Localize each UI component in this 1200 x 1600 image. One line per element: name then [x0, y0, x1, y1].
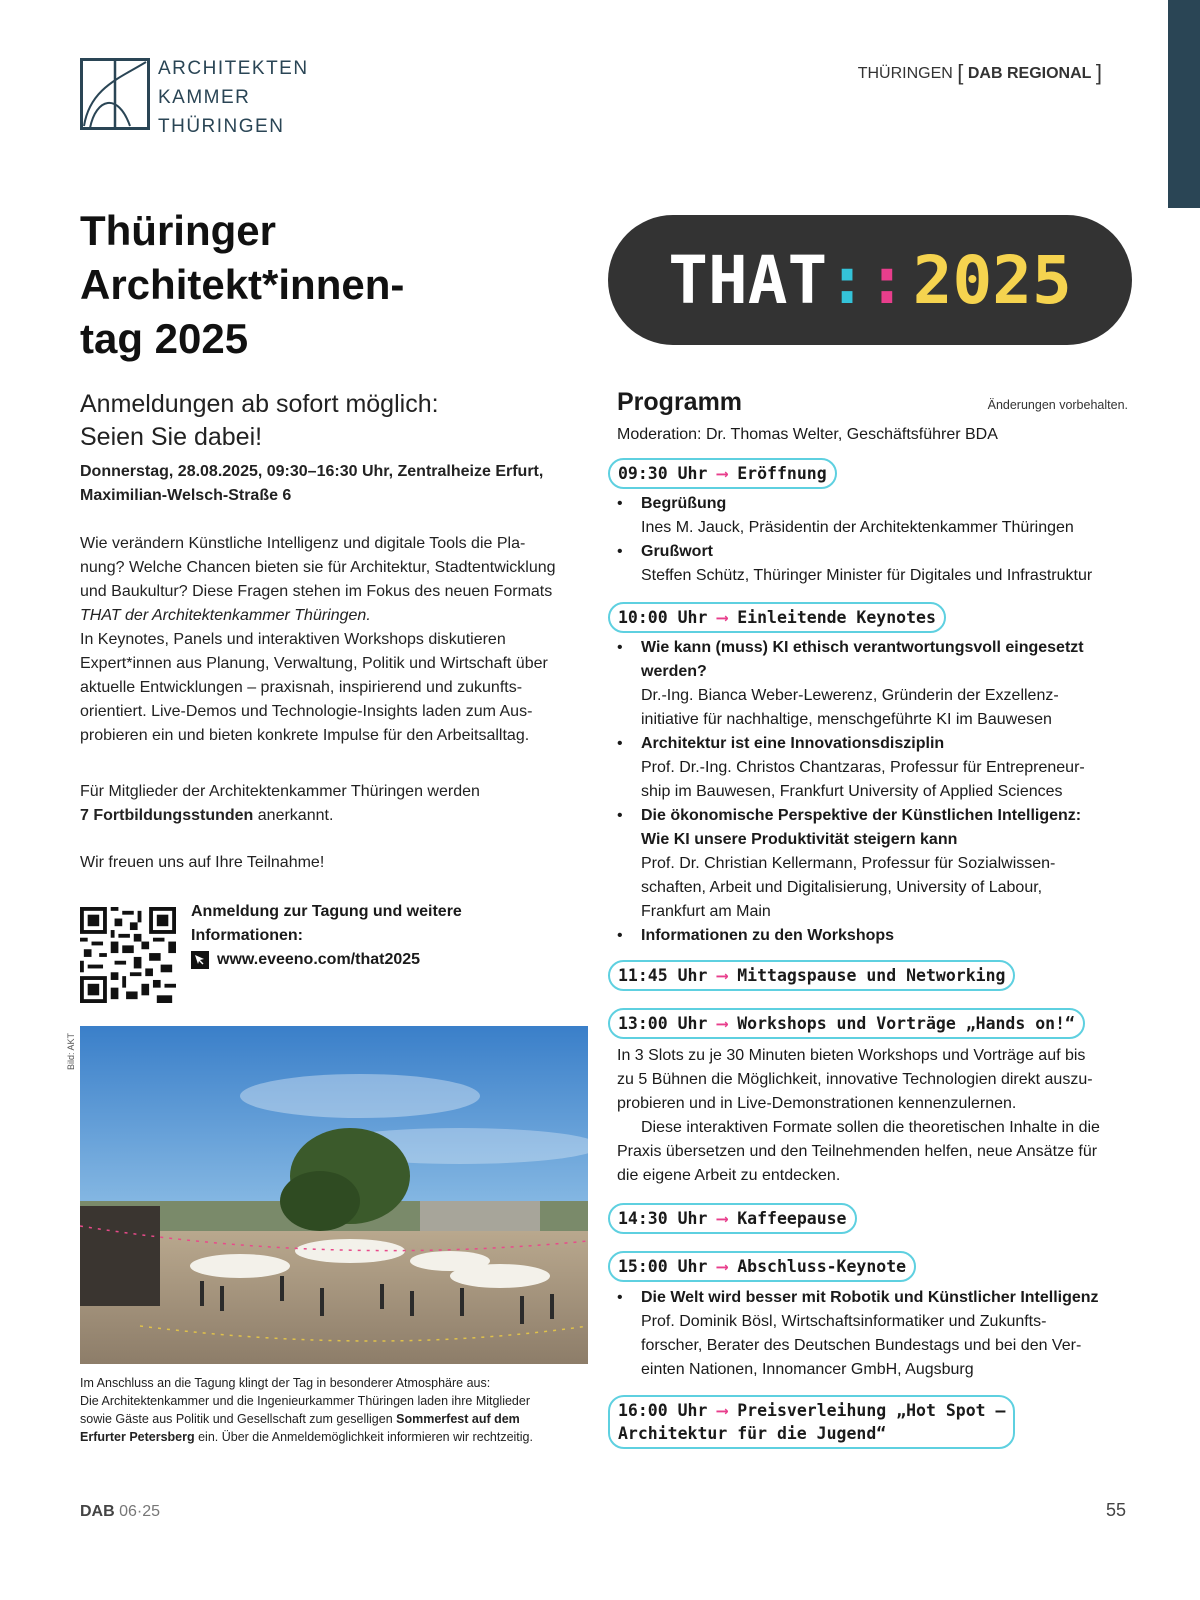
section-label: DAB REGIONAL — [967, 65, 1092, 82]
slot-time: 09:30 Uhr — [618, 464, 708, 483]
subtitle-line-1: Anmeldungen ab sofort möglich: — [80, 390, 439, 418]
chamber-logo-icon — [80, 58, 150, 130]
link-arrow-icon — [191, 951, 209, 969]
arrow-icon: ⟶ — [717, 1014, 728, 1033]
caption-line: Im Anschluss an die Tagung klingt der Tag in besonderer Atmosphäre aus: — [80, 1376, 491, 1390]
slot-1430 — [608, 1203, 857, 1234]
slot-time: 15:00 Uhr — [618, 1257, 708, 1276]
slot-label: Workshops und Vorträge „Hands on!“ — [737, 1014, 1075, 1033]
workshop-line: In 3 Slots zu je 30 Minuten bieten Workshops und Vorträge auf bis — [617, 1047, 1086, 1064]
event-info-line-1: Donnerstag, 28.08.2025, 09:30–16:30 Uhr, Zentralheize Erfurt, — [80, 463, 544, 480]
item-desc: Ines M. Jauck, Präsidentin der Architektenkammer Thüringen — [641, 519, 1074, 536]
slot-time: 16:00 Uhr — [618, 1401, 708, 1420]
slot-label: Einleitende Keynotes — [737, 608, 936, 627]
arrow-icon: ⟶ — [717, 966, 728, 985]
photo-caption — [80, 1374, 590, 1446]
slot-time: 13:00 Uhr — [618, 1014, 708, 1033]
chamber-logo — [80, 58, 309, 141]
logo-year: 2025 — [912, 241, 1072, 319]
list-item — [617, 636, 1137, 732]
closing-text: Wir freuen uns auf Ihre Teilnahme! — [80, 854, 325, 871]
moderation: Moderation: Dr. Thomas Welter, Geschäftsführer BDA — [617, 426, 998, 443]
slot-1500 — [608, 1251, 916, 1282]
title-line-3: tag 2025 — [80, 315, 249, 362]
slot-label: Kaffeepause — [737, 1209, 847, 1228]
slot-label: Preisverleihung „Hot Spot – — [737, 1401, 1006, 1420]
slot-label-line-2: Architektur für die Jugend“ — [618, 1424, 887, 1443]
slot-1600 — [608, 1395, 1015, 1449]
item-desc: Prof. Dr.-Ing. Christos Chantzaras, Professur für Entrepreneur- — [641, 759, 1085, 776]
workshop-line: zu 5 Bühnen die Möglichkeit, innovative Technologien direkt auszu- — [617, 1071, 1093, 1088]
changes-note: Änderungen vorbehalten. — [987, 398, 1128, 412]
item-title: • Die ökonomische Perspektive der Künstlichen Intelligenz: — [641, 807, 1082, 824]
footer-issue — [80, 1503, 160, 1521]
item-title: • Die Welt wird besser mit Robotik und Künstlicher Intelligenz — [641, 1289, 1099, 1306]
arrow-icon: ⟶ — [717, 1401, 728, 1420]
credits-post: anerkannt. — [257, 807, 334, 824]
title-line-2: Architekt*innen- — [80, 261, 405, 308]
slot-label: Abschluss-Keynote — [737, 1257, 907, 1276]
logo-colon-1: : — [827, 241, 867, 319]
caption-bold: Sommerfest auf dem — [396, 1412, 520, 1426]
photo-credit: Bild: AKT — [66, 1032, 76, 1070]
page-number: 55 — [1105, 1500, 1126, 1520]
slot-time: 11:45 Uhr — [618, 966, 708, 985]
program-title: Programm — [617, 388, 743, 416]
logo-line-2: KAMMER — [158, 87, 251, 108]
registration-line-1: Anmeldung zur Tagung und weitere — [191, 903, 462, 920]
list-item — [617, 1286, 1137, 1382]
item-desc: Prof. Dr. Christian Kellermann, Professur für Sozialwissen- — [641, 855, 1056, 872]
item-desc: Steffen Schütz, Thüringer Minister für Digitales und Infrastruktur — [641, 567, 1093, 584]
keynote-list — [617, 636, 1137, 948]
item-title: • Begrüßung — [641, 495, 727, 512]
item-desc: initiative für nachhaltige, menschgeführte KI im Bauwesen — [641, 711, 1052, 728]
item-title: • Wie kann (muss) KI ethisch verantwortungsvoll eingesetzt — [641, 639, 1084, 656]
intro-line: nung? Welche Chancen bieten sie für Architektur, Stadtentwicklung — [80, 559, 556, 576]
caption-line: Die Architektenkammer und die Ingenieurkammer Thüringen laden ihre Mitglieder — [80, 1394, 530, 1408]
logo-colon-2: : — [867, 241, 907, 319]
workshop-line: die eigene Arbeit zu entdecken. — [617, 1167, 841, 1184]
arrow-icon: ⟶ — [717, 1209, 728, 1228]
slot-label: Eröffnung — [737, 464, 827, 483]
registration-info — [191, 900, 571, 972]
footer-issue-number: 06·25 — [119, 1503, 161, 1520]
item-title: • Informationen zu den Workshops — [641, 927, 895, 944]
caption-bold: Erfurter Petersberg — [80, 1430, 195, 1444]
list-item — [617, 732, 1137, 804]
workshop-line: Praxis übersetzen und den Teilnehmenden helfen, neue Ansätze für — [617, 1143, 1098, 1160]
closing-keynote-list — [617, 1286, 1137, 1382]
arrow-icon: ⟶ — [717, 1257, 728, 1276]
list-item — [617, 492, 1137, 540]
event-info-line-2: Maximilian-Welsch-Straße 6 — [80, 487, 292, 504]
footer-mag: DAB — [80, 1503, 115, 1520]
workshop-text — [617, 1044, 1132, 1188]
item-title: • Grußwort — [641, 543, 713, 560]
section-header: THÜRINGEN [ DAB REGIONAL ] — [857, 60, 1102, 85]
item-desc: Dr.-Ing. Bianca Weber-Lewerenz, Gründerin der Exzellenz- — [641, 687, 1059, 704]
item-desc: forscher, Berater des Deutschen Bundestags und bei den Ver- — [641, 1337, 1082, 1354]
item-desc: ship im Bauwesen, Frankfurt University of Applied Sciences — [641, 783, 1063, 800]
arrow-icon: ⟶ — [717, 464, 728, 483]
registration-line-2: Informationen: — [191, 927, 303, 944]
slot-1000 — [608, 602, 946, 633]
region-label: THÜRINGEN — [857, 65, 953, 82]
registration-link[interactable]: www.eveeno.com/that2025 — [217, 951, 421, 968]
intro-line: orientiert. Live-Demos und Technologie-Insights laden zum Aus- — [80, 703, 533, 720]
subtitle-line-2: Seien Sie dabei! — [80, 423, 263, 451]
item-desc: Prof. Dominik Bösl, Wirtschaftsinformatiker und Zukunfts- — [641, 1313, 1047, 1330]
intro-line: aktuelle Entwicklungen – praxisnah, inspirierend und zukunfts- — [80, 679, 523, 696]
logo-that: THAT — [668, 241, 828, 319]
caption-line: sowie Gäste aus Politik und Gesellschaft zum geselligen — [80, 1412, 393, 1426]
item-desc: einten Nationen, Innomancer GmbH, Augsburg — [641, 1361, 974, 1378]
that-2025-logo — [608, 215, 1132, 345]
slot-time: 10:00 Uhr — [618, 608, 708, 627]
page-title — [80, 204, 510, 366]
slot-1300 — [608, 1008, 1085, 1039]
intro-line: Wie verändern Künstliche Intelligenz und digitale Tools die Pla- — [80, 535, 526, 552]
item-desc: schaften, Arbeit und Digitalisierung, University of Labour, — [641, 879, 1043, 896]
workshop-line: Diese interaktiven Formate sollen die theoretischen Inhalte in die — [641, 1119, 1100, 1136]
intro-line: In Keynotes, Panels und interaktiven Workshops diskutieren — [80, 631, 506, 648]
slot-label: Mittagspause und Networking — [737, 966, 1006, 985]
slot-1145 — [608, 960, 1015, 991]
slot-0930 — [608, 458, 837, 489]
item-title: Wie KI unsere Produktivität steigern kann — [641, 831, 958, 848]
credits-line-1: Für Mitglieder der Architektenkammer Thüringen werden — [80, 783, 480, 800]
subtitle — [80, 388, 560, 454]
item-title: • Architektur ist eine Innovationsdisziplin — [641, 735, 945, 752]
opening-list — [617, 492, 1137, 588]
credits-text — [80, 780, 585, 828]
logo-line-3: THÜRINGEN — [158, 116, 285, 137]
item-title: werden? — [641, 663, 707, 680]
list-item — [617, 804, 1137, 924]
item-desc: Frankfurt am Main — [641, 903, 771, 920]
intro-line: Expert*innen aus Planung, Verwaltung, Politik und Wirtschaft über — [80, 655, 548, 672]
intro-line: probieren ein und bieten konkrete Impulse für den Arbeitsalltag. — [80, 727, 530, 744]
slot-time: 14:30 Uhr — [618, 1209, 708, 1228]
workshop-line: probieren und in Live-Demonstrationen kennenzulernen. — [617, 1095, 1017, 1112]
section-tab — [1168, 0, 1200, 208]
intro-line: und Baukultur? Diese Fragen stehen im Fokus des neuen Formats — [80, 583, 553, 600]
logo-line-1: ARCHITEKTEN — [158, 58, 309, 79]
caption-line: ein. Über die Anmeldemöglichkeit informieren wir rechtzeitig. — [198, 1430, 533, 1444]
intro-line: THAT der Architektenkammer Thüringen. — [80, 607, 371, 624]
qr-code-icon[interactable] — [80, 907, 176, 1003]
arrow-icon: ⟶ — [717, 608, 728, 627]
intro-text — [80, 532, 585, 748]
list-item — [617, 924, 1137, 948]
list-item — [617, 540, 1137, 588]
event-info — [80, 460, 585, 508]
title-line-1: Thüringer — [80, 207, 276, 254]
event-photo — [80, 1026, 588, 1364]
credits-hours: 7 Fortbildungsstunden — [80, 807, 254, 824]
